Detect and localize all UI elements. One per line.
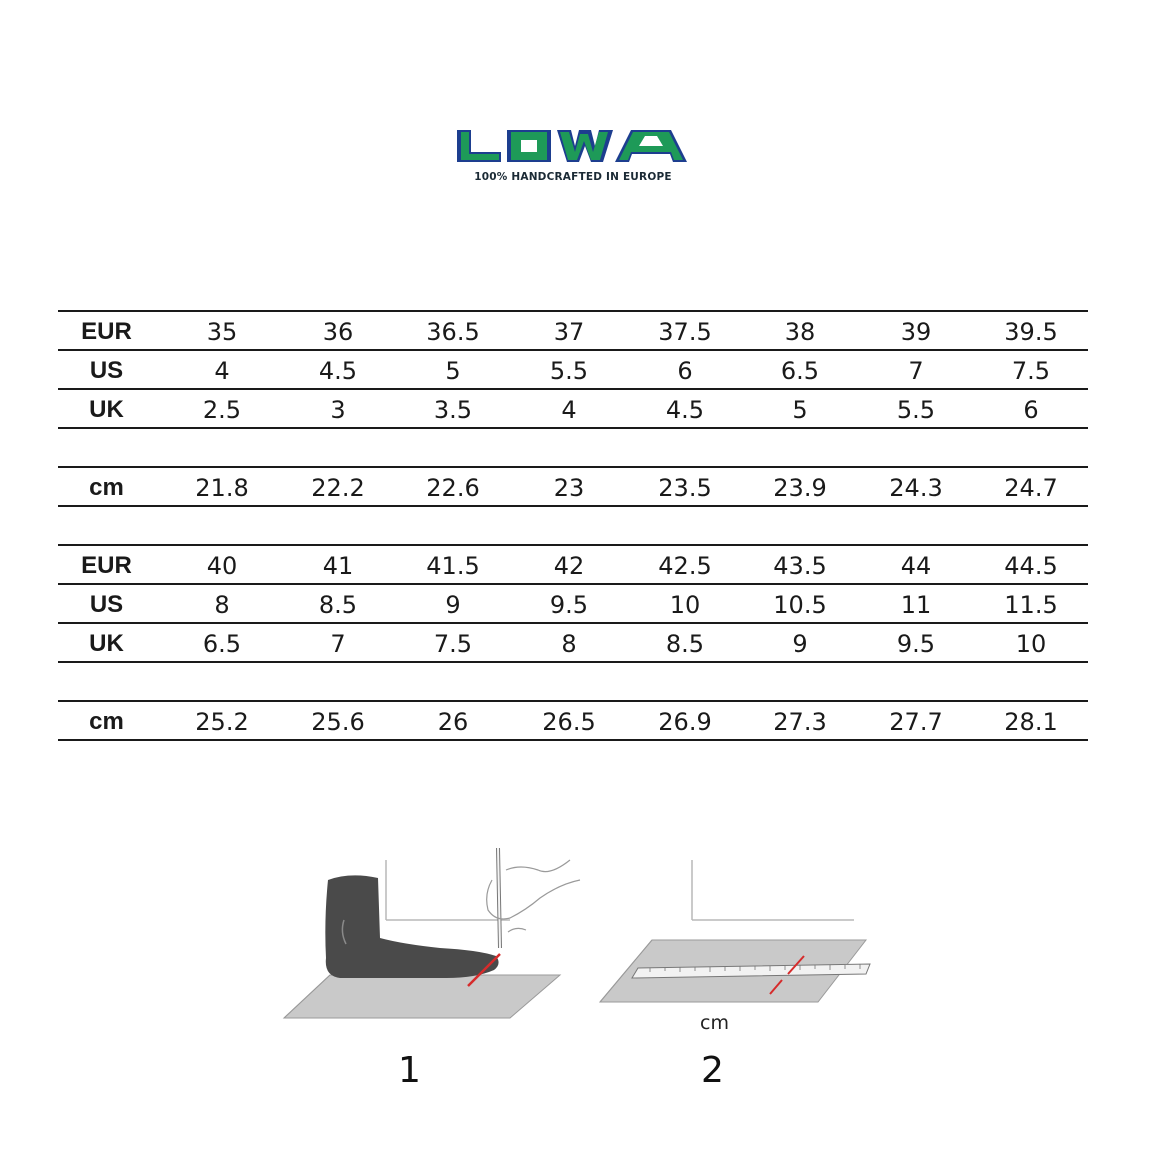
size-cell: 36 <box>322 318 354 346</box>
size-cell: 4 <box>561 396 577 424</box>
size-cell: 8.5 <box>318 591 358 619</box>
size-cell: 4.5 <box>318 357 358 385</box>
size-cell: 41 <box>322 552 354 580</box>
size-cell: 6 <box>677 357 693 385</box>
size-cell: 6 <box>1023 396 1039 424</box>
size-cell: 9.5 <box>896 630 936 658</box>
size-row-cm-2 <box>58 700 1088 741</box>
size-cell: 5 <box>792 396 808 424</box>
size-cell: 10 <box>1015 630 1047 658</box>
row-label: UK <box>89 396 124 423</box>
size-cell: 37 <box>553 318 585 346</box>
row-label: cm <box>89 708 124 735</box>
step-2-drawing <box>600 860 870 1002</box>
size-cell: 44 <box>900 552 932 580</box>
brand-tagline: 100% HANDCRAFTED IN EUROPE <box>474 171 672 183</box>
size-row-eur-2 <box>58 544 1088 583</box>
size-cell: 42 <box>553 552 585 580</box>
size-cell: 5 <box>445 357 461 385</box>
foot-icon <box>325 875 498 978</box>
size-cell: 5.5 <box>896 396 936 424</box>
size-cell: 8 <box>214 591 230 619</box>
row-label: US <box>89 591 124 618</box>
size-cell: 4.5 <box>665 396 705 424</box>
step-number-1: 1 <box>398 1050 421 1091</box>
row-label: EUR <box>81 552 132 579</box>
size-cell: 24.3 <box>889 474 943 502</box>
size-row-us-2 <box>58 583 1088 622</box>
size-cell: 7 <box>908 357 924 385</box>
size-cell: 6.5 <box>780 357 820 385</box>
size-cell: 37.5 <box>658 318 712 346</box>
step-1-drawing <box>284 848 580 1018</box>
lowa-wordmark <box>455 126 691 166</box>
size-cell: 44.5 <box>1004 552 1058 580</box>
size-cell: 23.5 <box>658 474 712 502</box>
size-cell: 4 <box>214 357 230 385</box>
spacer-row <box>58 505 1088 544</box>
row-label: cm <box>89 474 124 501</box>
size-cell: 26 <box>437 708 469 736</box>
size-cell: 22.2 <box>311 474 365 502</box>
size-cell: 6.5 <box>202 630 242 658</box>
size-cell: 35 <box>206 318 238 346</box>
size-cell: 10 <box>669 591 701 619</box>
row-label: EUR <box>81 318 132 345</box>
size-cell: 21.8 <box>195 474 249 502</box>
size-cell: 25.6 <box>311 708 365 736</box>
size-cell: 9 <box>792 630 808 658</box>
size-cell: 8.5 <box>665 630 705 658</box>
size-cell: 27.7 <box>889 708 943 736</box>
foot-measuring-illustration <box>270 840 890 1090</box>
size-cell: 7.5 <box>1011 357 1051 385</box>
size-chart-table <box>58 310 1088 741</box>
size-cell: 23 <box>553 474 585 502</box>
size-cell: 22.6 <box>426 474 480 502</box>
size-cell: 9 <box>445 591 461 619</box>
size-cell: 7.5 <box>433 630 473 658</box>
size-cell: 42.5 <box>658 552 712 580</box>
step-number-2: 2 <box>701 1050 724 1091</box>
size-cell: 5.5 <box>549 357 589 385</box>
size-cell: 3.5 <box>433 396 473 424</box>
size-row-eur-1 <box>58 310 1088 349</box>
size-cell: 41.5 <box>426 552 480 580</box>
size-row-uk-2 <box>58 622 1088 661</box>
size-cell: 7 <box>330 630 346 658</box>
size-cell: 11.5 <box>1004 591 1058 619</box>
unit-label: cm <box>700 1012 729 1034</box>
size-row-cm-1 <box>58 466 1088 505</box>
measuring-steps-drawing <box>270 840 890 1040</box>
size-cell: 23.9 <box>773 474 827 502</box>
size-cell: 2.5 <box>202 396 242 424</box>
size-cell: 40 <box>206 552 238 580</box>
size-cell: 36.5 <box>426 318 480 346</box>
size-cell: 10.5 <box>773 591 827 619</box>
size-cell: 3 <box>330 396 346 424</box>
size-row-uk-1 <box>58 388 1088 427</box>
size-cell: 26.9 <box>658 708 712 736</box>
size-cell: 11 <box>900 591 932 619</box>
size-cell: 43.5 <box>773 552 827 580</box>
size-cell: 26.5 <box>542 708 596 736</box>
size-cell: 38 <box>784 318 816 346</box>
size-cell: 27.3 <box>773 708 827 736</box>
size-cell: 39 <box>900 318 932 346</box>
size-cell: 39.5 <box>1004 318 1058 346</box>
row-label: US <box>89 357 124 384</box>
size-row-us-1 <box>58 349 1088 388</box>
size-cell: 24.7 <box>1004 474 1058 502</box>
size-cell: 25.2 <box>195 708 249 736</box>
spacer-row <box>58 661 1088 700</box>
size-cell: 9.5 <box>549 591 589 619</box>
row-label: UK <box>89 630 124 657</box>
size-cell: 28.1 <box>1004 708 1058 736</box>
size-cell: 8 <box>561 630 577 658</box>
spacer-row <box>58 427 1088 466</box>
